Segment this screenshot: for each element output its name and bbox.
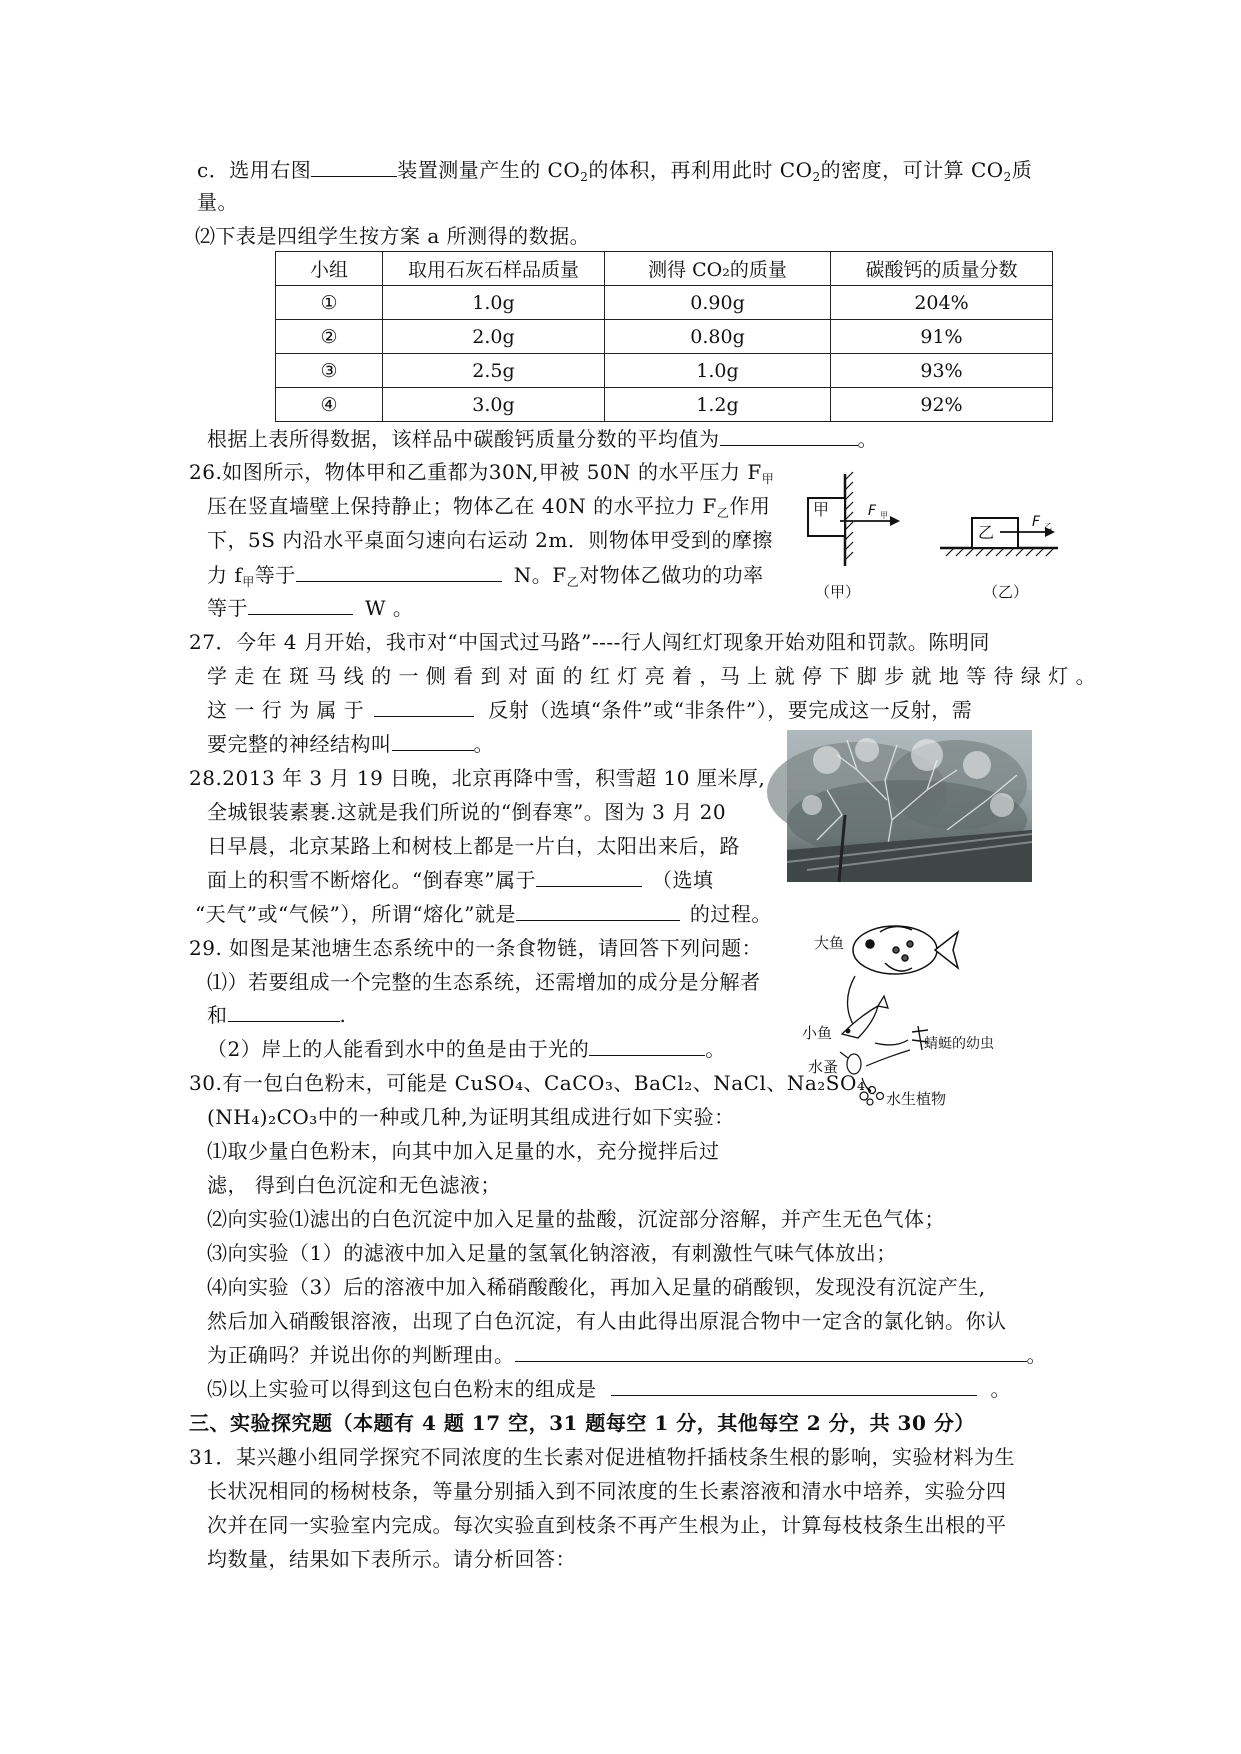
table-cell: 204% xyxy=(831,286,1053,320)
caption-yi: （乙） xyxy=(983,583,1029,601)
table-cell: 92% xyxy=(831,388,1053,422)
q26-force-diagram xyxy=(800,466,1060,606)
q31-line2: 长状况相同的杨树枝条，等量分别插入到不同浓度的生长素溶液和清水中培养，实验分四 xyxy=(207,1479,1007,1503)
section-3-title: 三、实验探究题（本题有 4 题 17 空，31 题每空 1 分，其他每空 2 分，共 30 分） xyxy=(189,1411,975,1435)
text: . xyxy=(339,1003,347,1027)
table-cell: 1.0g xyxy=(383,286,605,320)
q29-line3 xyxy=(207,1001,346,1029)
q25-average-line xyxy=(207,425,878,453)
table-cell: 3.0g xyxy=(383,388,605,422)
text: 等于 xyxy=(254,563,296,587)
q28-line2: 全城银装素裹.这就是我们所说的“倒春寒”。图为 3 月 20 xyxy=(207,800,727,824)
q31-line1: 31．某兴趣小组同学探究不同浓度的生长素对促进植物扦插枝条生根的影响，实验材料为生 xyxy=(189,1445,1015,1469)
subscript: 2 xyxy=(580,170,589,184)
table-row xyxy=(276,286,1053,320)
q29-line4 xyxy=(207,1035,726,1063)
q28-line5 xyxy=(195,900,772,928)
text: 根据上表所得数据，该样品中碳酸钙质量分数的平均值为 xyxy=(207,427,720,451)
q26-line1 xyxy=(189,458,774,486)
text: 质 xyxy=(1011,158,1033,182)
answer-blank[interactable] xyxy=(296,561,502,582)
label-f2: F xyxy=(1032,514,1041,530)
label-water-plant: 水生植物 xyxy=(886,1090,947,1108)
table-cell: ④ xyxy=(276,388,383,422)
text: 面上的积雪不断熔化。“倒春寒”属于 xyxy=(207,868,536,892)
q29-line1: 29. 如图是某池塘生态系统中的一条食物链，请回答下列问题： xyxy=(189,936,763,960)
table-cell: 91% xyxy=(831,320,1053,354)
q27-line4 xyxy=(207,730,494,758)
text: N。F xyxy=(513,563,567,587)
table-cell: 1.0g xyxy=(605,354,831,388)
text: ⑸以上实验可以得到这包白色粉末的组成是 xyxy=(207,1377,597,1401)
answer-blank[interactable] xyxy=(720,425,858,446)
table-row xyxy=(276,354,1053,388)
answer-blank[interactable] xyxy=(515,1341,1027,1362)
q25-data-table xyxy=(275,251,1053,422)
answer-blank[interactable] xyxy=(228,1001,340,1022)
label-larva: 蜻蜓的幼虫 xyxy=(924,1036,994,1052)
text: “天气”或“气候”），所谓“熔化”就是 xyxy=(195,902,516,926)
caption-jia: （甲） xyxy=(815,583,861,601)
table-cell: 0.80g xyxy=(605,320,831,354)
text: 和 xyxy=(207,1003,228,1027)
snow-scene-photo xyxy=(787,730,1032,882)
q30-line5: ⑵向实验⑴滤出的白色沉淀中加入足量的盐酸，沉淀部分溶解，并产生无色气体； xyxy=(207,1207,945,1231)
text: 的体积，再利用此时 CO xyxy=(588,158,813,182)
subscript: 2 xyxy=(812,170,821,184)
text: W 。 xyxy=(365,596,414,620)
q30-line9 xyxy=(207,1341,1047,1369)
q29-line2: ⑴）若要组成一个完整的生态系统，还需增加的成分是分解者 xyxy=(207,970,761,994)
answer-blank[interactable] xyxy=(516,900,680,921)
table-cell: 2.5g xyxy=(383,354,605,388)
subscript: 甲 xyxy=(761,472,775,486)
table-cell: 0.90g xyxy=(605,286,831,320)
subscript: 乙 xyxy=(716,506,730,520)
header-cell: 小组 xyxy=(276,252,383,286)
q25-c-line1 xyxy=(197,156,1032,184)
q28-line3: 日早晨，北京某路上和树枝上都是一片白，太阳出来后，路 xyxy=(207,834,740,858)
text: 力 f xyxy=(207,563,243,587)
text: 反射（选填“条件”或“非条件”），要完成这一反射，需 xyxy=(488,698,973,722)
q31-line4: 均数量，结果如下表所示。请分析回答： xyxy=(207,1547,576,1571)
text: 这 一 行 为 属 于 xyxy=(207,698,365,722)
q30-line6: ⑶向实验（1）的滤液中加入足量的氢氧化钠溶液，有刺激性气味气体放出； xyxy=(207,1241,897,1265)
text: 为正确吗？并说出你的判断理由。 xyxy=(207,1343,515,1367)
q28-line1: 28.2013 年 3 月 19 日晚，北京再降中雪，积雪超 10 厘米厚, xyxy=(189,766,766,790)
subscript: 2 xyxy=(1003,170,1012,184)
text: 26.如图所示，物体甲和乙重都为30N,甲被 50N 的水平压力 F xyxy=(189,460,762,484)
q30-line4: 滤， 得到白色沉淀和无色滤液； xyxy=(207,1173,501,1197)
q26-line5 xyxy=(207,594,413,622)
q30-line7: ⑷向实验（3）后的溶液中加入稀硝酸酸化，再加入足量的硝酸钡，发现没有沉淀产生, xyxy=(207,1275,986,1299)
q30-line1: 30.有一包白色粉末，可能是 CuSO₄、CaCO₃、BaCl₂、NaCl、Na₂SO₄、 xyxy=(189,1071,886,1095)
label-jia: 甲 xyxy=(813,500,830,519)
q26-line4 xyxy=(207,561,764,589)
table-cell: 1.2g xyxy=(605,388,831,422)
q26-line3: 下，5S 内沿水平桌面匀速向右运动 2m．则物体甲受到的摩擦 xyxy=(207,528,773,552)
table-cell: ② xyxy=(276,320,383,354)
text: 等于 xyxy=(207,596,248,620)
text: 。 xyxy=(990,1377,1011,1401)
text: 。 xyxy=(857,427,878,451)
label-f-sub: 甲 xyxy=(880,511,888,520)
text: 对物体乙做功的功率 xyxy=(579,563,764,587)
text: 装置测量产生的 CO xyxy=(397,158,581,182)
table-row xyxy=(276,388,1053,422)
q25-part2-intro: ⑵下表是四组学生按方案 a 所测得的数据。 xyxy=(195,224,591,248)
table-cell: 93% xyxy=(831,354,1053,388)
answer-blank[interactable] xyxy=(589,1035,705,1056)
text: 。 xyxy=(473,732,494,756)
label-yi: 乙 xyxy=(978,523,995,542)
header-cell: 碳酸钙的质量分数 xyxy=(831,252,1053,286)
header-cell: 取用石灰石样品质量 xyxy=(383,252,605,286)
q28-line4 xyxy=(207,866,713,894)
header-cell: 测得 CO₂的质量 xyxy=(605,252,831,286)
text: 。 xyxy=(705,1037,726,1061)
label-f: F xyxy=(868,503,877,519)
table-row xyxy=(276,320,1053,354)
small-fish-icon xyxy=(842,996,888,1038)
table-cell: ③ xyxy=(276,354,383,388)
label-water-flea: 水蚤 xyxy=(808,1058,839,1076)
q27-line1: 27．今年 4 月开始，我市对“中国式过马路”----行人闯红灯现象开始劝阻和罚款。陈明同 xyxy=(189,630,990,654)
label-big-fish: 大鱼 xyxy=(814,934,845,952)
label-small-fish: 小鱼 xyxy=(802,1024,833,1042)
q25-c-line2: 量。 xyxy=(197,190,238,214)
q27-line3 xyxy=(207,696,972,724)
text: 作用 xyxy=(729,494,771,518)
subscript: 甲 xyxy=(242,575,255,589)
answer-blank[interactable] xyxy=(374,696,474,717)
q30-line2: (NH₄)₂CO₃中的一种或几种,为证明其组成进行如下实验： xyxy=(207,1105,735,1129)
text: （2）岸上的人能看到水中的鱼是由于光的 xyxy=(207,1037,590,1061)
q27-line2: 学 走 在 斑 马 线 的 一 侧 看 到 对 面 的 红 灯 亮 着 ，马 上 就 停 下 脚 步 就 地 等 待 绿 灯 。 xyxy=(207,664,1097,688)
answer-blank[interactable] xyxy=(311,156,397,177)
answer-blank[interactable] xyxy=(536,866,642,887)
q31-line3: 次并在同一实验室内完成。每次实验直到枝条不再产生根为止，计算每枝枝条生出根的平 xyxy=(207,1513,1007,1537)
answer-blank[interactable] xyxy=(248,594,353,615)
table-header-row xyxy=(276,252,1053,286)
table-cell: ① xyxy=(276,286,383,320)
q30-line8: 然后加入硝酸银溶液，出现了白色沉淀，有人由此得出原混合物中一定含的氯化钠。你认 xyxy=(207,1309,1007,1333)
text: 压在竖直墙壁上保持静止；物体乙在 40N 的水平拉力 F xyxy=(207,494,717,518)
q30-line10 xyxy=(207,1375,1011,1403)
text: 的过程。 xyxy=(689,902,772,926)
text: 要完整的神经结构叫 xyxy=(207,732,392,756)
answer-blank[interactable] xyxy=(611,1375,977,1396)
big-fish-icon xyxy=(853,926,958,974)
text: （选填 xyxy=(651,868,714,892)
text: 。 xyxy=(1026,1343,1047,1367)
q26-line2 xyxy=(207,492,770,520)
text: 的密度，可计算 CO xyxy=(820,158,1004,182)
text: c．选用右图 xyxy=(197,158,312,182)
table-cell: 2.0g xyxy=(383,320,605,354)
label-f2-sub: 乙 xyxy=(1044,522,1052,531)
q30-line3: ⑴取少量白色粉末，向其中加入足量的水，充分搅拌后过 xyxy=(207,1139,720,1163)
answer-blank[interactable] xyxy=(392,730,474,751)
subscript: 乙 xyxy=(566,575,580,589)
